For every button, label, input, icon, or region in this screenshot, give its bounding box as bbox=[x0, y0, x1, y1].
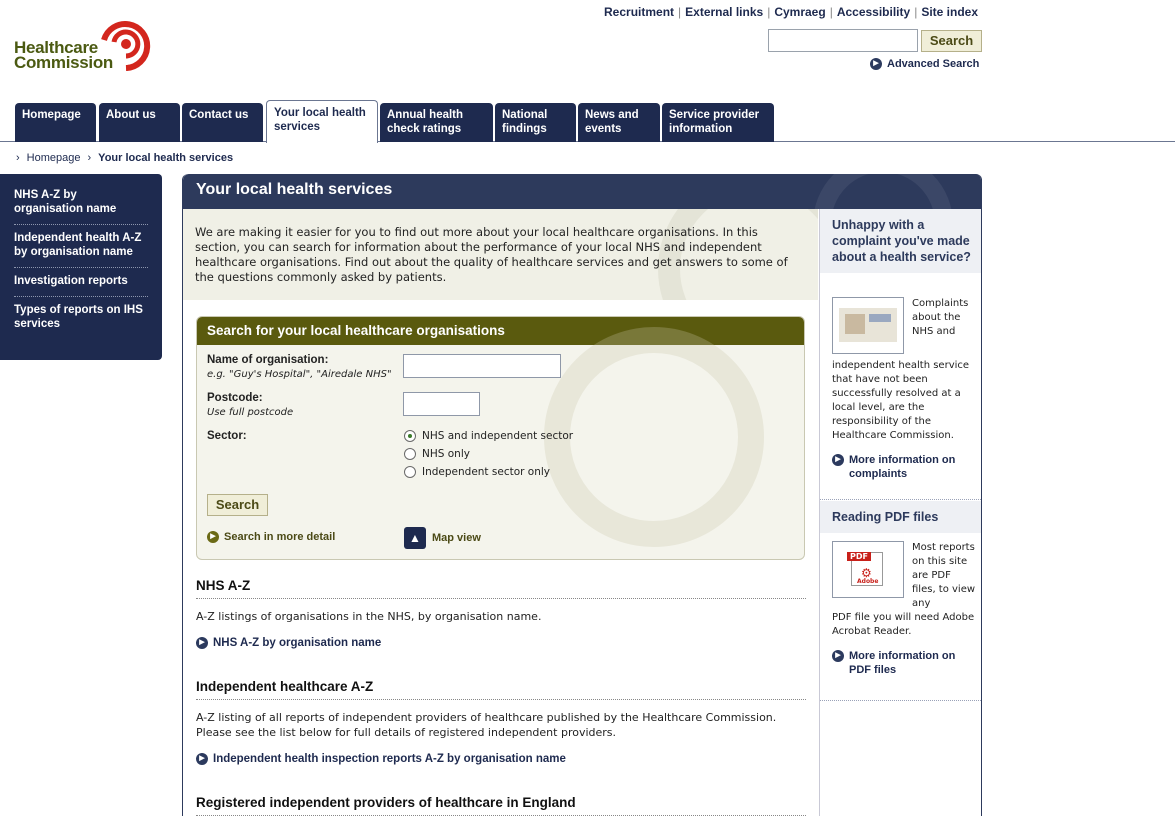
radio-unselected-icon bbox=[404, 448, 416, 460]
radio-selected-icon bbox=[404, 430, 416, 442]
arrow-circle-icon: ▶ bbox=[832, 454, 844, 466]
tab-news-and-events[interactable]: News and events bbox=[578, 103, 660, 142]
breadcrumb-current: Your local health services bbox=[98, 152, 234, 164]
breadcrumb-chevron-icon: › bbox=[16, 152, 20, 164]
map-view-link[interactable] bbox=[404, 527, 481, 549]
sidebar-item-independent-health-a-z[interactable]: Independent health A-Z by organisation name bbox=[14, 225, 148, 268]
main-content bbox=[182, 174, 982, 816]
cymraeg-link[interactable]: Cymraeg bbox=[774, 5, 826, 19]
registered-providers-section bbox=[196, 795, 806, 816]
tab-homepage[interactable]: Homepage bbox=[15, 103, 96, 142]
link-label: More information on PDF files bbox=[849, 650, 956, 676]
complaints-box bbox=[820, 209, 982, 500]
pdf-heading: Reading PDF files bbox=[820, 501, 982, 533]
organisation-search-panel bbox=[196, 316, 805, 560]
pdf-file-icon bbox=[832, 541, 904, 598]
section-heading: Independent healthcare A-Z bbox=[196, 679, 806, 700]
healthcare-commission-logo[interactable] bbox=[14, 18, 164, 78]
tab-service-provider-information[interactable]: Service provider information bbox=[662, 103, 774, 142]
name-label: Name of organisation: bbox=[207, 354, 329, 366]
organisation-name-input[interactable] bbox=[403, 354, 561, 378]
sidebar-item-types-of-reports[interactable]: Types of reports on IHS services bbox=[14, 304, 143, 330]
logo-target-icon bbox=[94, 18, 156, 74]
section-text: A-Z listings of organisations in the NHS, by organisation name. bbox=[196, 610, 542, 623]
advanced-search-link[interactable] bbox=[870, 58, 979, 70]
link-label: Independent health inspection reports A-Z by organisation name bbox=[213, 753, 566, 765]
postcode-input[interactable] bbox=[403, 392, 480, 416]
accessibility-link[interactable]: Accessibility bbox=[836, 5, 911, 19]
complaints-heading: Unhappy with a complaint you've made about a health service? bbox=[820, 209, 982, 273]
tab-about-us[interactable]: About us bbox=[99, 103, 180, 142]
logo-line1: Healthcare bbox=[14, 38, 98, 57]
complaints-more-info-link[interactable] bbox=[832, 453, 972, 481]
sidebar-item-investigation-reports[interactable]: Investigation reports bbox=[14, 268, 148, 297]
section-heading: NHS A-Z bbox=[196, 578, 806, 599]
section-heading: Registered independent providers of healthcare in England bbox=[196, 795, 806, 816]
breadcrumb-chevron-icon: › bbox=[87, 152, 92, 164]
site-search-button[interactable]: Search bbox=[921, 30, 982, 52]
postcode-hint: Use full postcode bbox=[207, 407, 294, 418]
radio-label: Independent sector only bbox=[422, 466, 550, 478]
main-navigation bbox=[0, 100, 1175, 142]
breadcrumb-home[interactable]: Homepage bbox=[26, 152, 81, 164]
recruitment-link[interactable]: Recruitment bbox=[604, 5, 675, 19]
radio-label: NHS and independent sector bbox=[422, 430, 574, 442]
postcode-label: Postcode: bbox=[207, 392, 263, 404]
more-detail-label: Search in more detail bbox=[224, 531, 336, 543]
right-sidebar bbox=[819, 209, 982, 816]
radio-nhs-only[interactable] bbox=[404, 448, 470, 460]
pdf-text-below: PDF file you will need Adobe Acrobat Reader. bbox=[832, 612, 975, 637]
tab-annual-health-check-ratings[interactable]: Annual health check ratings bbox=[380, 103, 493, 142]
breadcrumb bbox=[16, 152, 233, 164]
advanced-search-label: Advanced Search bbox=[887, 58, 980, 70]
independent-a-z-link[interactable] bbox=[196, 753, 806, 765]
arrow-circle-icon: ▶ bbox=[870, 58, 882, 70]
pdf-label: PDF bbox=[847, 552, 871, 561]
sector-label: Sector: bbox=[207, 430, 247, 442]
pdf-box bbox=[820, 501, 982, 701]
complaints-text-below: independent health service that have not been successfully resolved at a local level, are the responsibility of the Healthcare Commission. bbox=[832, 360, 970, 441]
nhs-a-z-section bbox=[196, 578, 806, 649]
arrow-circle-icon: ▶ bbox=[196, 753, 208, 765]
radio-nhs-and-independent[interactable] bbox=[404, 430, 573, 442]
arrow-circle-icon: ▶ bbox=[832, 650, 844, 662]
complaints-text-side: Complaints about the NHS and bbox=[912, 298, 969, 337]
sidebar-item-nhs-a-z[interactable]: NHS A-Z by organisation name bbox=[14, 182, 148, 225]
intro-text: We are making it easier for you to find out more about your local healthcare organisations. In this section, you can search for information about the performance of your local NHS and independent healthcare organisations. Find out about the quality of healthcare services and get answers to some of the questions commonly asked by patients. bbox=[195, 225, 788, 284]
external-links-link[interactable]: External links bbox=[685, 5, 764, 19]
uk-map-icon: ▲ bbox=[404, 527, 426, 549]
page-title-bar bbox=[183, 174, 982, 209]
arrow-circle-icon: ▶ bbox=[196, 637, 208, 649]
section-sidebar-nav bbox=[0, 174, 162, 360]
arrow-circle-icon: ▶ bbox=[207, 531, 219, 543]
intro-panel bbox=[183, 209, 818, 300]
link-label: More information on complaints bbox=[849, 454, 956, 480]
radio-independent-only[interactable] bbox=[404, 466, 550, 478]
radio-unselected-icon bbox=[404, 466, 416, 478]
adobe-label: Adobe bbox=[857, 578, 879, 585]
name-hint: e.g. "Guy's Hospital", "Airedale NHS" bbox=[207, 369, 392, 380]
nhs-a-z-link[interactable] bbox=[196, 637, 806, 649]
tab-national-findings[interactable]: National findings bbox=[495, 103, 576, 142]
tab-your-local-health-services[interactable]: Your local health services bbox=[266, 100, 378, 143]
organisation-search-button[interactable]: Search bbox=[207, 494, 268, 516]
pdf-text-side: Most reports on this site are PDF files, to view any bbox=[912, 542, 976, 609]
utility-links: Recruitment | External links | Cymraeg | Accessibility | Site index bbox=[604, 5, 978, 19]
section-text: A-Z listing of all reports of independent providers of healthcare published by the Healthcare Commission. Please see the list below for full details of registered independent providers. bbox=[196, 711, 777, 739]
radio-label: NHS only bbox=[422, 448, 470, 460]
map-view-label: Map view bbox=[432, 532, 481, 544]
page-title: Your local health services bbox=[196, 181, 393, 198]
link-label: NHS A-Z by organisation name bbox=[213, 637, 382, 649]
logo-line2: Commission bbox=[14, 53, 114, 72]
search-more-detail-link[interactable] bbox=[207, 531, 335, 543]
independent-a-z-section bbox=[196, 679, 806, 765]
complaints-leaflet-image bbox=[832, 297, 904, 354]
acrobat-icon: ⚙ bbox=[861, 566, 872, 580]
pdf-more-info-link[interactable] bbox=[832, 649, 972, 677]
tab-contact-us[interactable]: Contact us bbox=[182, 103, 263, 142]
search-panel-title: Search for your local healthcare organisations bbox=[197, 317, 804, 345]
site-search-input[interactable] bbox=[768, 29, 918, 52]
site-index-link[interactable]: Site index bbox=[921, 5, 978, 19]
